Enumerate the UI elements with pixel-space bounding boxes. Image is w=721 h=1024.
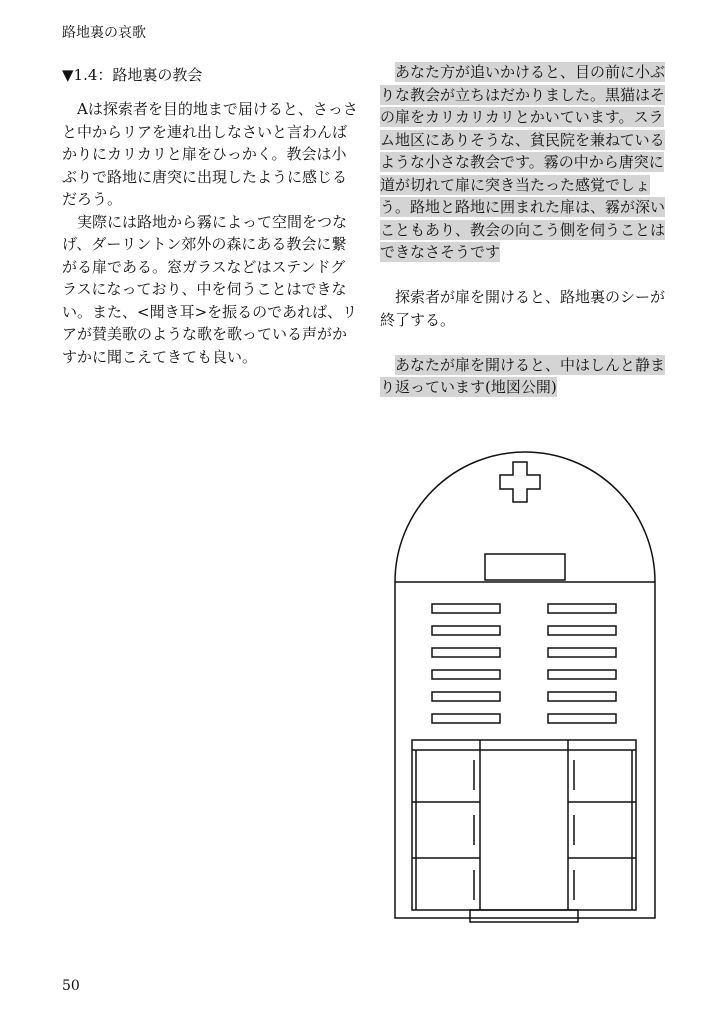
section-heading: ▼1.4：路地裏の教会 [62,66,203,84]
entrance-hall [412,740,636,910]
church-outer-wall [395,452,655,918]
read-aloud-column [380,61,670,399]
church-map [380,450,670,935]
church-door-step [470,910,578,922]
read-aloud-box-2 [380,354,670,399]
page-number: 50 [62,978,80,994]
altar [485,554,565,580]
read-aloud-text-2: あなたが扉を開けると、中はしんと静まり返っています(地図公開) [380,355,666,396]
gm-text-column [62,98,360,368]
church-floorplan-icon [380,450,670,935]
gm-paragraph-2: 実際には路地から霧によって空間をつなげ、ダーリントン郊外の森にある教会に繋がる扉である。窓ガラスなどはステンドグラスになっており、中を伺うことはできない。また、<聞き耳>を振るのであれば、リアが賛美歌のような歌を歌っている声がかすかに聞こえてきても良い。 [62,212,358,366]
cross-icon [500,462,540,502]
read-aloud-box-1 [380,61,670,264]
read-aloud-text-1: あなた方が追いかけると、目の前に小ぶりな教会が立ちはだかりました。黒猫はその扉をカリカリカリとかいています。スラム地区にありそうな、貧民院を兼ねているような小さな教会です。霧の中から唐突に道が切れて扉に突き当たった感覚でしょう。路地と路地に囲まれた扉は、霧が深いこともあり、教会の向こう側を伺うことはできなさそうです [380,63,666,261]
pews-left [432,604,500,723]
pews-right [548,604,616,723]
gm-paragraph-1: Aは探索者を目的地まで届けると、さっさと中からリアを連れ出しなさいと言わんばかりにカリカリと扉をひっかく。教会は小ぶりで路地に唐突に出現したように感じるだろう。 [62,100,358,208]
running-title: 路地裏の哀歌 [62,25,146,41]
narration-paragraph: 探索者が扉を開けると、路地裏のシーが終了する。 [380,288,666,329]
